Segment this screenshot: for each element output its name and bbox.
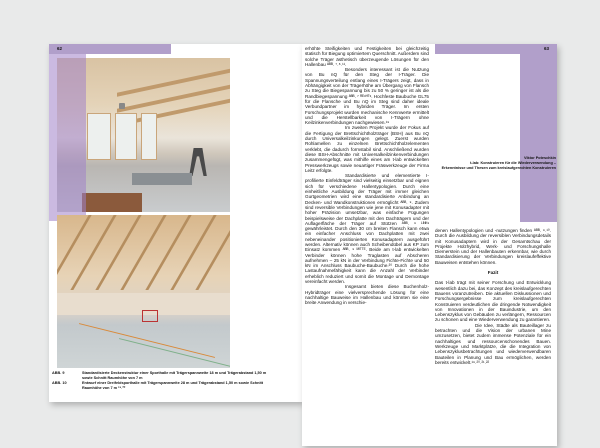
left-accent-column [49, 54, 86, 221]
caption-text: Entwurf einer Dreifeldsporthalle mit Trägerspannweite 28 m und Trägerabstand 1,50 m sowie Schnitt Raumhöhe von 7 m ¹⁹˒²⁰ [82, 381, 264, 390]
caption-text: Standardisierte Deckenstruktur einer Sporthalle mit Trägerspannweite 18 m und Trägerabstand 1,50 m sowie Schnitt Raumhöhe von 7 m [82, 371, 267, 380]
photo-sports-hall [57, 215, 230, 368]
paragraph: Insgesamt bieten diese Buchenholz-Hybridträger eine vielversprechende Lösung für eine nachhaltige Bauweise im Hallenbau und könnten sie eine breite Anwendung in verschie- [305, 284, 429, 306]
caption-label: ABB. 10 [52, 381, 67, 385]
body-column-2 [435, 228, 551, 365]
paragraph: denen Hallentypologien und -nutzungen finden ᴬᴮᴮ. ⁹˒¹⁰. Durch die Ausbildung der reversiblen Verbindungsdetails mit Konusadaptern wird in der Gesamtschau der Projekte Holzhybrid, Werk- und Forschungshalle Diemerstein und der Hallenbauten erkennbar, wie durch Standardisierung der Verbindungen kreislaufeffektive Bauweisen entstehen können. [435, 228, 551, 265]
paragraph: Besonders interessant ist die Nutzung von Bu nQ für den Steg der I-Träger. Die Spannungsverteilung entlang eines I-Trägers zeigt, dass in Abhängigkeit von der Trägerhöhe am Übergang von Flansch zu Steg die Biegespannung bis zu 50 % geringer ist als die Randbiegespannung ᴬᴮᴮ. ⁷ ᴿᴱᶜᴴᵀˢ. Hochfeste Baubuche GL75 für die Flansche und Bu nQ im Steg sind daher ideale Verbundpartner im hybriden Träger. Im ersten Forschungsprojekt wurden mechanische Kennwerte ermittelt und die Herstellbarkeit von I-Trägern ohne Keilzinkenverbindungen nachgewiesen.¹⁹ [305, 67, 429, 126]
article-title: t-lab: Konstruieren für die Wiederverwendung – [470, 161, 556, 165]
left-accent-bar [49, 44, 171, 54]
paragraph: Das t-lab trägt mit seiner Forschung und Entwicklung wesentlich dazu bei, das Konzept des kreislaufgerechten Bauens voranzutreiben. Die aktuellen Diskussionen und Forschungsergebnisse zum kreislaufgerechten Konstruieren verdeutlichen die dringende Notwendigkeit von Innovationen in der Bauindustrie, um den Lebenszyklus von Gebäuden zu verlängern, Ressourcen zu schonen und eine Wiederverwendung zu garantieren. [435, 280, 551, 323]
caption-abb-10 [52, 381, 267, 390]
page-number-right: 63 [544, 46, 550, 51]
right-accent-bar [435, 44, 557, 54]
page-number-left: 62 [57, 46, 63, 51]
caption-abb-9 [52, 371, 267, 380]
body-column-1 [305, 46, 429, 306]
author-name: Viktor Poteschkin [523, 156, 556, 160]
right-accent-column [520, 54, 557, 222]
caption-label: ABB. 9 [52, 371, 65, 375]
section-heading-fazit: Fazit [487, 270, 499, 276]
paragraph: Die Idee, Städte als Bauteillager zu betrachten und die Vision der urbanen Mine umzusetzen, bietet zudem immense Potenziale für ein nachhaltiges und ressourcenschonendes Bauen. Werkzeuge und Marktplätze, die die Integration von Lebenszyklusbetrachtungen und wiederverwendbaren Bauteilen in Planung und Bau ermöglichen, werden bereits entwickelt.¹⁹˒²⁰˒²¹˒²² [435, 322, 551, 365]
article-subtitle: Erkenntnisse und Thesen zum kreislaufgerechten Konstruieren [441, 166, 556, 170]
paragraph: erhöhte Steifigkeiten und Festigkeiten bei gleichzeitig statisch für Biegung optimiertem Querschnitt. Außerdem sind solche Träger ästhetisch überzeugende Lösungen für den Hallenbau ᴬᴮᴮ. ⁷˒⁸˒¹¹. [305, 46, 429, 67]
article-header [442, 156, 556, 171]
paragraph: Im zweiten Projekt wurde der Fokus auf die Fertigung der Brettschichtholzträger (BSH) aus Bu nQ durch Universalkeilzinkungen gelegt. Zuerst wurden Rohlamellen zu einzelnen Brettschichtholzelementen verklebt, die dadurch formstabil sind. Anschließend wurden diese BSH-Abschnitte mit Universalkeilzinkenverbindungen zusammengefügt, was mithilfe eines am t-lab entwickelten Presswerkzeugs sowie neuartiger Fräswerkzeuge der Firma Leitz erfolgte. [305, 125, 429, 173]
paragraph: Standardisierte und elementierte I-profilierte Einfeldträger sind vielseitig einsetzbar und eignen sich für verschiedene Hallentypologien. Durch eine einheitliche Ausbildung der Träger mit immer gleichen Gurtgeometrien wird eine standardisierte Anbindung an Decken- und Wandkonstruktionen ermöglicht ᴬᴮᴮ. ⁹. Zudem sind reversible Verbindungen wie jene mit Konusadapter mit hoher Präzision umsetzbar, was einfache Fügungen beispielsweise der Dachplatte mit den Dachträgern und der Auflagerfläche der Träger auf Stützen ᴬᴮᴮ. ⁹ ᴸᴵᴺᴷˢ gewährleistet. Durch den 30 cm breiten Flansch kann etwa ein einfacher Anschluss von Dachplatten mit zwei nebeneinander positionierten Konusadaptern ausgeführt werden. Alternativ können auch Scheibendübel aus KP zum Einsatz kommen ᴬᴮᴮ. ⁹ ᴹᴵᵀᵀᴱ. Beide am t-lab entwickelten Verbinder können hohe Traglasten auf Abscheren aufnehmen – 25 kN in der Verbindung Fichte-Fichte und 50 kN im Anschluss Baubuche-Baubuche.²⁰ Durch die hohe Lastaufnahmefähigkeit kann die Anzahl der Verbinder erheblich reduziert und somit die Montage und Demontage vereinfacht werden. [305, 173, 429, 285]
